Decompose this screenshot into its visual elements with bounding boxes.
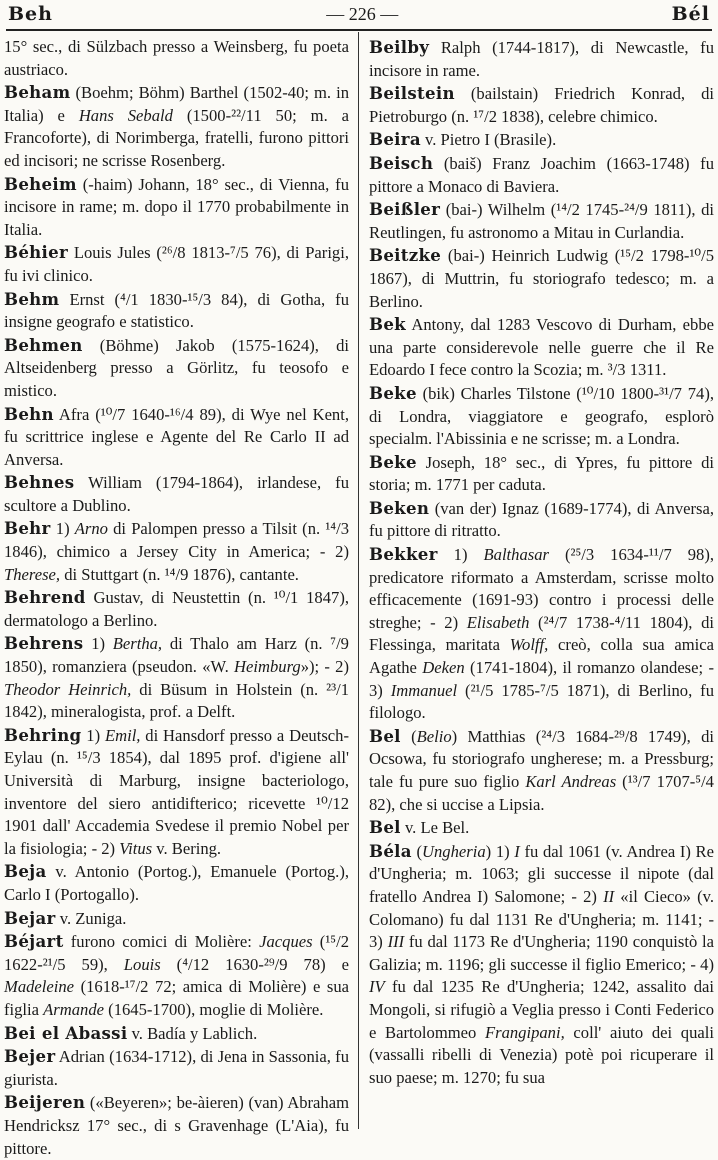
entry-italic-text: Armande — [43, 999, 105, 1019]
dictionary-entry — [369, 198, 714, 244]
entry-text: ( — [400, 726, 417, 746]
entry-text: Afra (¹⁰/7 1640-¹⁶/4 89), di Wye nel Kent, fu scrittrice inglese e Agente del Re Carlo II ad Anversa. — [4, 404, 349, 469]
entry-text: (1500-²²/11 50; m. a Francoforte), di Norimberga, fratelli, furono pittori ed incisori; ne scrisse Rosenberg. — [4, 105, 349, 170]
entry-headword: Behm — [4, 288, 60, 309]
entry-headword: Beheim — [4, 173, 77, 194]
entry-text: v. Badía y Lablich. — [127, 1023, 258, 1043]
entry-italic-text: Balthasar — [483, 545, 549, 565]
entry-text: ( — [411, 841, 423, 861]
entry-text: (1741-1804), il romanzo olandese; - 3) — [369, 658, 714, 700]
entry-headword: Bekker — [369, 544, 438, 565]
entry-italic-text: Madeleine — [4, 977, 75, 997]
dictionary-entry — [4, 36, 349, 81]
entry-headword: Beitzke — [369, 245, 442, 266]
entry-text: v. Zuniga. — [55, 908, 127, 928]
entry-text: (-haim) Johann, 18° sec., di Vienna, fu incisore in rame; m. dopo il 1770 probabilmente in Italia. — [4, 174, 349, 239]
entry-italic-text: Hans Sebald — [78, 105, 173, 125]
entry-italic-text: Therese, — [4, 564, 61, 584]
entry-text: fu dal 1061 (v. Andrea I) Re d'Ungheria; m. 1063; gli successe il nipote (dal fratello Andrea I) Salomone; - 2) — [369, 841, 714, 906]
entry-text: di Büsum in Holstein (n. ²³/1 1842), mineralogista, prof. a Delft. — [4, 679, 349, 722]
entry-headword: Behr — [4, 518, 51, 539]
entry-text: (1645-1700), moglie di Molière. — [104, 999, 324, 1019]
dictionary-entry — [4, 288, 349, 334]
dictionary-entry — [4, 860, 349, 906]
entry-text: (1618-¹⁷/2 72; amica di Molière) e sua figlia — [4, 977, 349, 1019]
entry-italic-text: I — [514, 841, 520, 861]
entry-text: (⁴/12 1630-²⁹/9 78) e — [160, 954, 349, 974]
dictionary-entry — [369, 244, 714, 313]
entry-headword: Béla — [369, 840, 412, 861]
left-column — [4, 36, 349, 1158]
entry-text: »); - 2) — [300, 657, 349, 677]
right-running-headword: Bél — [671, 3, 710, 25]
dictionary-entry — [369, 543, 714, 725]
dictionary-entry — [369, 82, 714, 128]
entry-text: Adrian (1634-1712), di Jena in Sassonia, fu giurista. — [4, 1047, 349, 1089]
entry-text: 1) — [81, 725, 105, 745]
entry-text: coll' aiuto dei quali (vassalli ribelli di Venezia) potè poi ricuperare il suo paese; m. 1270; fu sua — [369, 1022, 714, 1087]
entry-italic-text: Heimburg — [234, 657, 301, 677]
entry-text: (¹³/7 1707-⁵/4 82), che si uccise a Lipsia. — [369, 772, 714, 814]
dictionary-entry — [4, 1022, 349, 1046]
entry-italic-text: Vitus — [119, 838, 153, 858]
entry-headword: Bel — [369, 817, 401, 838]
entry-italic-text: Louis — [123, 954, 161, 974]
entry-text: fu dal 1235 Re d'Ungheria; 1242, assalito dai Mongoli, si rifugiò a Veglia presso i Conti Federico e Bartolommeo — [369, 977, 714, 1042]
dictionary-entry — [4, 517, 349, 586]
dictionary-entry — [4, 173, 349, 242]
dictionary-entry — [369, 725, 714, 816]
entry-text: di Thalo am Harz (n. ⁷/9 1850), romanziera (pseudon. «W. — [4, 634, 349, 677]
dictionary-entry — [4, 907, 349, 931]
page-header — [8, 0, 710, 28]
entry-headword: Behmen — [4, 334, 83, 355]
page-number: — 226 — — [326, 3, 399, 24]
entry-italic-text: Immanuel — [390, 680, 458, 700]
entry-headword: Béhier — [4, 242, 69, 263]
entry-italic-text: Deken — [422, 658, 465, 678]
entry-italic-text: Belio — [416, 726, 452, 746]
entry-headword: Behnes — [4, 472, 75, 493]
entry-italic-text: IV — [369, 977, 385, 997]
entry-headword: Beisch — [369, 152, 434, 173]
entry-italic-text: II — [603, 886, 615, 906]
dictionary-entry — [369, 36, 714, 82]
entry-text: Gustav, di Neustettin (n. ¹⁰/1 1847), dermatologo a Berlino. — [4, 588, 349, 630]
dictionary-entry — [369, 152, 714, 198]
entry-text: (Boehm; Böhm) Barthel (1502-40; m. in Italia) e — [4, 83, 349, 125]
entry-text: William (1794-1864), irlandese, fu scultore a Dublino. — [4, 473, 349, 515]
entry-headword: Bek — [369, 314, 406, 335]
entry-italic-text: Theodor Heinrich, — [4, 679, 132, 699]
entry-text: Louis Jules (²⁶/8 1813-⁷/5 76), di Parigi, fu ivi clinico. — [4, 243, 349, 285]
dictionary-entry — [369, 128, 714, 152]
entry-headword: Behrens — [4, 633, 84, 654]
entry-text: (Böhme) Jakob (1575-1624), di Altseidenberg presso a Görlitz, fu teosofo e mistico. — [4, 335, 349, 400]
dictionary-entry — [4, 1045, 349, 1091]
entry-text: creò, colla sua amica Agathe — [369, 635, 714, 678]
entry-italic-text: III — [387, 932, 405, 952]
entry-italic-text: Frangipani, — [484, 1022, 565, 1042]
dictionary-entry — [4, 471, 349, 517]
entry-headword: Bejar — [4, 907, 56, 928]
dictionary-entry — [4, 1091, 349, 1160]
dictionary-entry — [4, 632, 349, 723]
entry-text: (²⁵/3 1634-¹¹/7 98), predicatore riformato a Amsterdam, scrisse molto efficacemente (1691-93) contro i processi delle streghe; - 2) — [369, 545, 715, 632]
entry-headword: Beja — [4, 861, 47, 882]
entry-italic-text: Bertha, — [112, 634, 163, 654]
entry-text: 1) — [83, 634, 113, 654]
entry-headword: Beira — [369, 129, 421, 150]
entry-text: (bailstain) Friedrich Konrad, di Pietroburgo (n. ¹⁷/2 1838), celebre chimico. — [369, 84, 714, 126]
entry-italic-text: Emil, — [104, 725, 141, 745]
entry-text: di Hansdorf presso a Deutsch-Eylau (n. ¹⁵/3 1854), dal 1895 prof. d'igiene all' Università di Marburg, insigne bacteriologo, inventore del siero antidifterico; ricevette ¹⁰/12 1901 dall' Accademia Svedese il premio Nobel per la fisiologia; - 2) — [4, 725, 349, 858]
entry-text: Joseph, 18° sec., di Ypres, fu pittore di storia; m. 1771 per caduta. — [369, 452, 714, 495]
entry-headword: Bejer — [4, 1046, 56, 1067]
entry-text: (²¹/5 1785-⁷/5 1871), di Berlino, fu filologo. — [369, 680, 714, 723]
entry-text: (bik) Charles Tilstone (¹⁰/10 1800-³¹/7 74), di Londra, viaggiatore e geografo, esplorò specialm. l'Abissinia e ne scrisse; m. a Londra. — [369, 383, 714, 449]
entry-headword: Beke — [369, 451, 417, 472]
column-divider — [358, 32, 359, 1129]
dictionary-entry — [4, 334, 349, 403]
entry-text: Ernst (⁴/1 1830-¹⁵/3 84), di Gotha, fu insigne geografo e statistico. — [4, 289, 349, 332]
dictionary-entry — [4, 241, 349, 287]
entry-text: (baiš) Franz Joachim (1663-1748) fu pittore a Monaco di Baviera. — [369, 153, 714, 196]
dictionary-entry — [369, 840, 714, 1090]
entry-text: ) 1) — [485, 841, 515, 861]
entry-text: v. Pietro I (Brasile). — [420, 130, 557, 150]
entry-headword: Beilby — [369, 37, 430, 57]
entry-text: v. Bering. — [152, 838, 222, 858]
entry-text: Ralph (1744-1817), di Newcastle, fu incisore in rame. — [369, 38, 714, 80]
entry-text: (²⁴/7 1738-⁴/11 1804), di Flessinga, maritata — [369, 612, 714, 655]
entry-headword: Bei el Abassi — [4, 1022, 128, 1043]
entry-text: (bai-) Wilhelm (¹⁴/2 1745-²⁴/9 1811), di Reutlingen, fu astronomo a Mitau in Curlandia. — [369, 200, 714, 242]
entry-headword: Beken — [369, 497, 430, 518]
entry-italic-text: Ungheria — [422, 841, 486, 861]
dictionary-entry — [369, 451, 714, 497]
entry-text: (van der) Ignaz (1689-1774), di Anversa, fu pittore di ritratto. — [369, 498, 714, 541]
entry-headword: Bel — [369, 725, 401, 746]
dictionary-entry — [4, 724, 349, 861]
entry-headword: Beke — [369, 382, 417, 403]
left-running-headword: Beh — [8, 3, 53, 25]
dictionary-entry — [4, 81, 349, 172]
entry-text: 1) — [437, 545, 484, 565]
entry-text: Antony, dal 1283 Vescovo di Durham, ebbe una parte considerevole nelle guerre che il Re Edoardo I fece contro la Scozia; m. ³/3 1311. — [369, 315, 714, 380]
entry-text: fu dal 1173 Re d'Ungheria; 1190 conquistò la Galizia; m. 1196; gli successe il figlio Emerico; - 4) — [369, 932, 714, 974]
entry-text: di Palompen presso a Tilsit (n. ¹⁴/3 1846), chimico a Jersey City in America; - 2) — [4, 519, 349, 562]
entry-italic-text: Elisabeth — [466, 612, 530, 632]
entry-headword: Behring — [4, 724, 82, 745]
dictionary-entry — [4, 930, 349, 1021]
entry-italic-text: Arno — [74, 519, 108, 539]
entry-text: («Beyeren»; be-àieren) (van) Abraham Hendricksz 17° sec., di s Gravenhage (L'Aia), fu pittore. — [4, 1093, 349, 1158]
entry-italic-text: Jacques — [259, 932, 313, 952]
entry-text: di Stuttgart (n. ¹⁴/9 1876), cantante. — [60, 564, 299, 584]
entry-headword: Behrend — [4, 587, 86, 608]
dictionary-entry — [369, 497, 714, 543]
entry-italic-text: Wolff, — [509, 635, 549, 655]
entry-text: 1) — [50, 519, 75, 539]
entry-headword: Behn — [4, 403, 54, 424]
entry-headword: Beißler — [369, 199, 441, 220]
dictionary-entry — [4, 403, 349, 472]
dictionary-entry — [4, 586, 349, 632]
entry-italic-text: Karl Andreas — [525, 772, 617, 791]
entry-text: v. Antonio (Portog.), Emanuele (Portog.), Carlo I (Portogallo). — [4, 862, 349, 904]
entry-text: (¹⁵/2 1622-²¹/5 59), — [4, 932, 349, 974]
entry-text: 15° sec., di Sülzbach presso a Weinsberg, fu poeta austriaco. — [4, 37, 349, 79]
entry-text: ) Matthias (²⁴/3 1684-²⁹/8 1749), di Ocsowa, fu storiografo ungherese; m. a Pressburg; tale fu pure suo figlio — [369, 726, 714, 791]
entry-headword: Béjart — [4, 931, 64, 952]
entry-headword: Beijeren — [4, 1092, 86, 1113]
entry-text: (bai-) Heinrich Ludwig (¹⁵/2 1798-¹⁰/5 1867), di Muttrin, fu storiografo tedesco; m. a Berlino. — [369, 246, 714, 311]
right-column — [369, 36, 714, 1130]
entry-text: v. Le Bel. — [400, 818, 470, 838]
entry-text: furono comici di Molière: — [63, 932, 260, 952]
dictionary-entry — [369, 816, 714, 840]
entry-headword: Beilstein — [369, 83, 455, 104]
header-rule — [6, 29, 712, 31]
dictionary-entry — [369, 382, 714, 451]
dictionary-entry — [369, 313, 714, 382]
entry-headword: Beham — [4, 82, 71, 103]
entry-text: «il Cieco» (v. Colomano) fu dal 1131 Re d'Ungheria; m. 1141; - 3) — [369, 886, 714, 952]
